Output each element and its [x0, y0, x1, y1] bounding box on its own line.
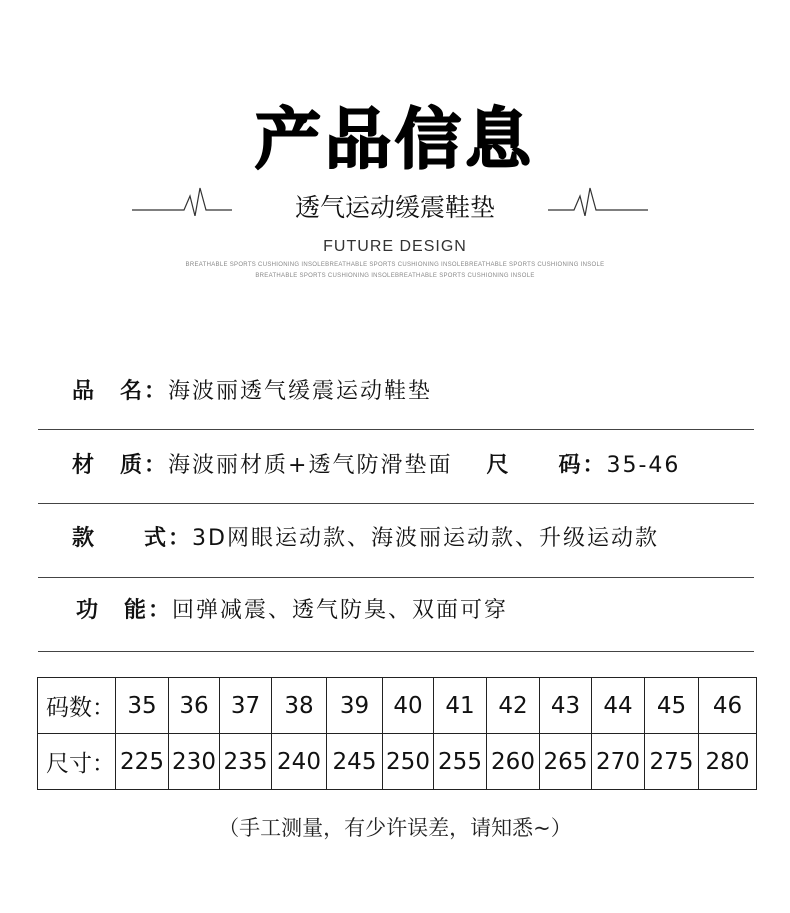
name-value: 海波丽透气缓震运动鞋垫: [168, 379, 433, 404]
info-row-function: [76, 591, 790, 631]
table-cell: 260: [487, 734, 540, 790]
table-cell: 250: [383, 734, 434, 790]
size-label: 尺 码：: [486, 453, 607, 478]
table-cell: 45: [645, 678, 699, 734]
table-cell: 44: [592, 678, 645, 734]
size-table: [37, 677, 757, 790]
table-row-length: [38, 734, 757, 790]
table-cell: 43: [540, 678, 592, 734]
subtitle: 透气运动缓震鞋垫: [294, 193, 495, 222]
material-label: 材 质：: [72, 453, 169, 478]
measurement-note: （手工测量，有少许误差，请知悉~）: [218, 816, 572, 840]
table-cell: 41: [434, 678, 487, 734]
name-label: 品 名：: [72, 379, 169, 404]
info-row-name: [72, 372, 788, 412]
table-cell: 240: [272, 734, 327, 790]
divider: [38, 651, 754, 652]
table-cell: 245: [327, 734, 383, 790]
table-cell: 36: [169, 678, 220, 734]
table-cell: 38: [272, 678, 327, 734]
divider: [38, 503, 754, 504]
table-row-size-code: [38, 678, 757, 734]
table-cell: 255: [434, 734, 487, 790]
info-row-material: [72, 446, 788, 486]
style-label: 款 式：: [72, 526, 193, 551]
table-cell: 40: [383, 678, 434, 734]
table-cell: 39: [327, 678, 383, 734]
table-cell: 280: [699, 734, 757, 790]
table-cell: 275: [645, 734, 699, 790]
info-row-style: [72, 519, 788, 559]
divider: [38, 429, 754, 430]
style-value: 3D网眼运动款、海波丽运动款、升级运动款: [192, 526, 659, 551]
table-cell: 230: [169, 734, 220, 790]
function-value: 回弹减震、透气防臭、双面可穿: [172, 598, 509, 623]
table-cell: 235: [220, 734, 272, 790]
material-value: 海波丽材质+透气防滑垫面: [168, 453, 453, 478]
size-value: 35-46: [606, 453, 681, 478]
table-cell: 35: [116, 678, 169, 734]
table-cell: 42: [487, 678, 540, 734]
function-label: 功 能：: [76, 598, 173, 623]
tagline-small-2: BREATHABLE SPORTS CUSHIONING INSOLEBREATHABLE SPORTS CUSHIONING INSOLE: [255, 273, 535, 279]
divider: [38, 577, 754, 578]
tagline-small-1: BREATHABLE SPORTS CUSHIONING INSOLEBREATHABLE SPORTS CUSHIONING INSOLEBREATHABLE SPORTS CUSHIONING INSOLE: [185, 262, 605, 268]
table-row-label: 码数：: [38, 678, 116, 734]
table-cell: 37: [220, 678, 272, 734]
table-row-label: 尺寸：: [38, 734, 116, 790]
table-cell: 270: [592, 734, 645, 790]
heartbeat-line-right-icon: [548, 186, 648, 216]
table-cell: 46: [699, 678, 757, 734]
table-cell: 265: [540, 734, 592, 790]
brand-line: FUTURE DESIGN: [323, 238, 467, 255]
page-title: 产品信息: [255, 101, 535, 178]
table-cell: 225: [116, 734, 169, 790]
